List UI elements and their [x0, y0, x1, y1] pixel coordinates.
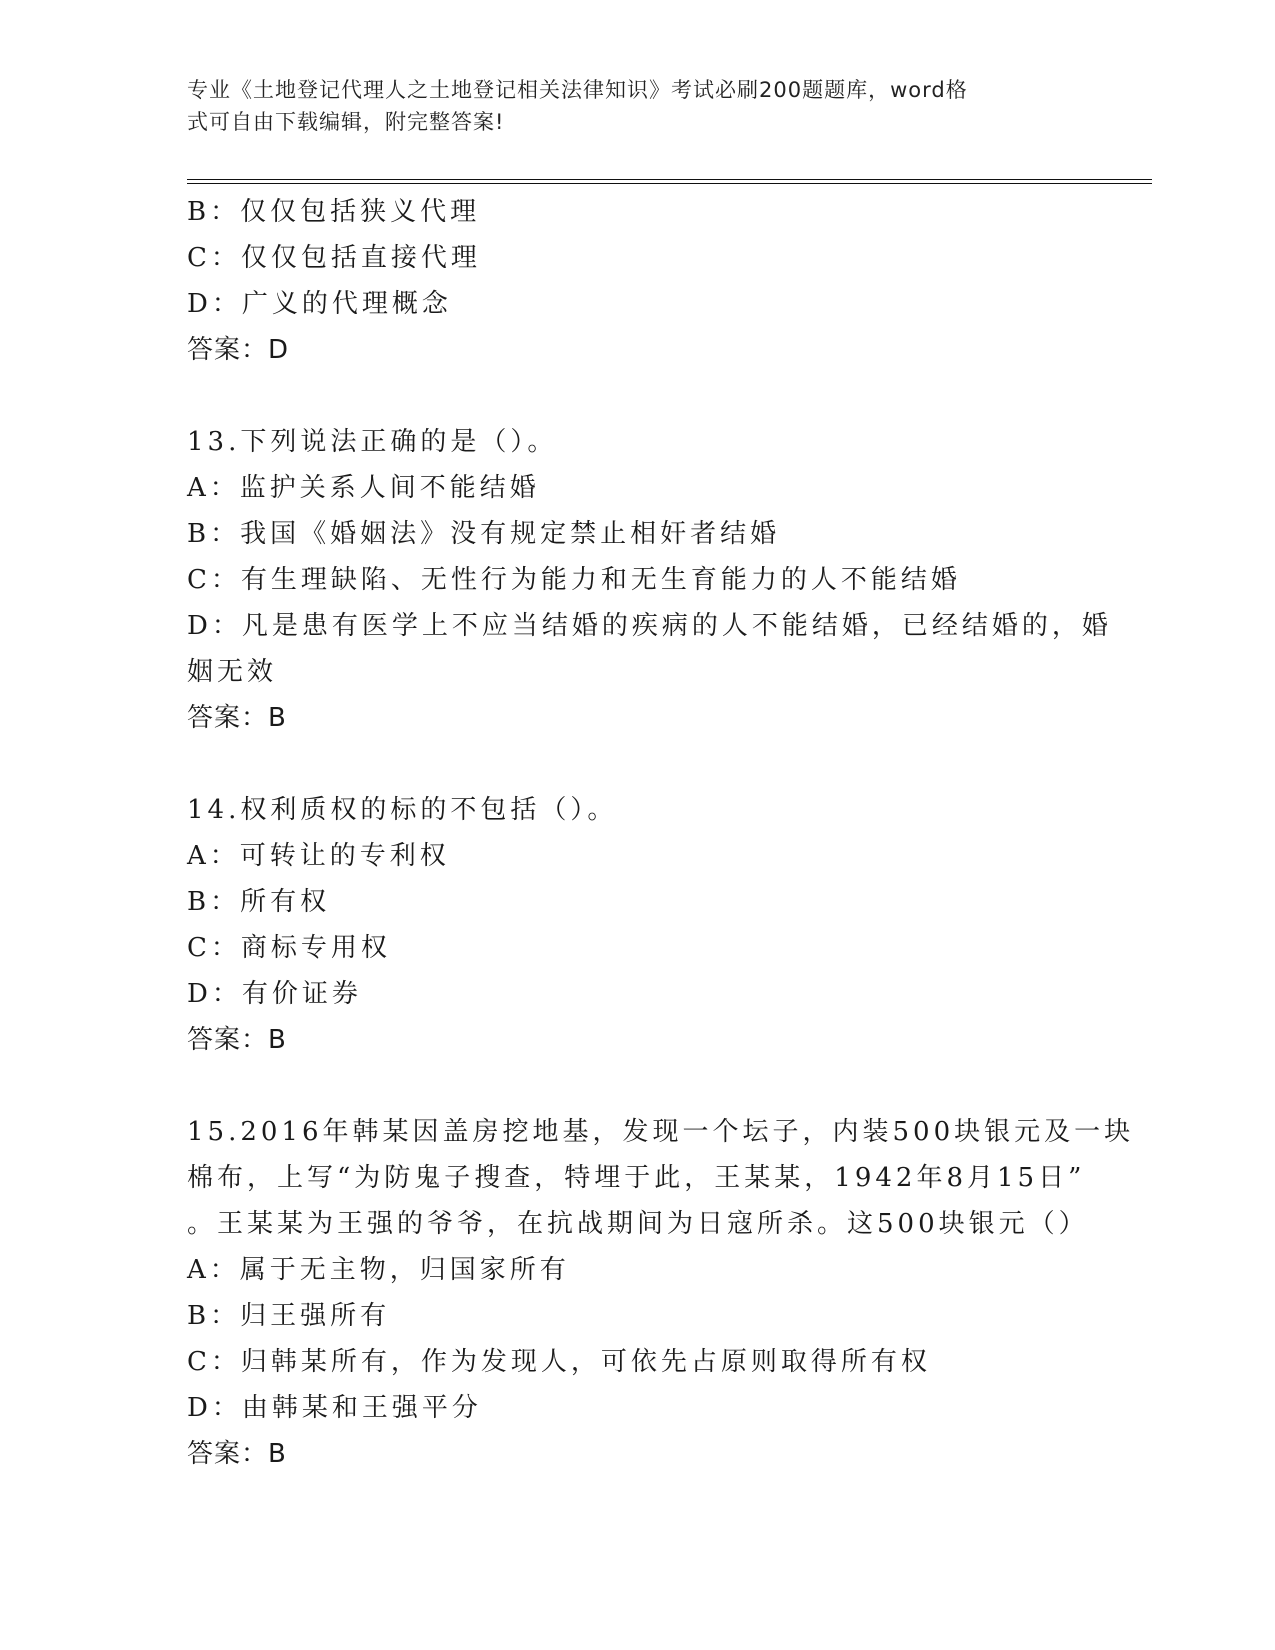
header-line-1: 专业《土地登记代理人之土地登记相关法律知识》考试必刷200题题库，word格: [187, 78, 968, 102]
answer: 答案：B: [187, 1025, 287, 1055]
question-stem: 14.权利质权的标的不包括（）。: [187, 795, 618, 825]
question-15: [187, 1109, 1135, 1477]
option-d-line-2: 姻无效: [187, 657, 278, 687]
header-divider-top: [187, 179, 1152, 180]
spacer: [187, 741, 1087, 787]
spacer: [187, 373, 1087, 419]
question-14: [187, 787, 1087, 1063]
question-list: [187, 189, 1135, 1477]
question-stem-line-2: 棉布，上写“为防鬼子搜查，特埋于此，王某某，1942年8月15日”: [187, 1163, 1086, 1193]
header-divider-bottom: [187, 183, 1152, 184]
question-stem-line-3: 。王某某为王强的爷爷，在抗战期间为日寇所杀。这500块银元（）: [187, 1209, 1089, 1239]
question-stem: 13.下列说法正确的是（）。: [187, 427, 558, 457]
option-a: A：监护关系人间不能结婚: [187, 473, 540, 503]
spacer: [187, 1063, 1087, 1109]
answer: 答案：B: [187, 703, 287, 733]
option-c: C：归韩某所有，作为发现人，可依先占原则取得所有权: [187, 1347, 931, 1377]
option-c: C：商标专用权: [187, 933, 391, 963]
question-stem-line-1: 15.2016年韩某因盖房挖地基，发现一个坛子，内装500块银元及一块: [187, 1117, 1135, 1147]
option-b: B：仅仅包括狭义代理: [187, 197, 481, 227]
option-d: D：广义的代理概念: [187, 289, 452, 319]
option-c: C：有生理缺陷、无性行为能力和无生育能力的人不能结婚: [187, 565, 961, 595]
answer: 答案：B: [187, 1439, 287, 1469]
question-12-tail: [187, 189, 1087, 373]
document-header: [187, 74, 1067, 138]
option-d-line-1: D：凡是患有医学上不应当结婚的疾病的人不能结婚，已经结婚的，婚: [187, 611, 1112, 641]
option-b: B：我国《婚姻法》没有规定禁止相奸者结婚: [187, 519, 781, 549]
option-a: A：可转让的专利权: [187, 841, 450, 871]
answer: 答案：D: [187, 335, 290, 365]
header-line-2: 式可自由下载编辑，附完整答案!: [187, 110, 505, 134]
option-d: D：有价证券: [187, 979, 362, 1009]
question-13: [187, 419, 1112, 741]
option-d: D：由韩某和王强平分: [187, 1393, 482, 1423]
option-c: C：仅仅包括直接代理: [187, 243, 481, 273]
option-b: B：所有权: [187, 887, 331, 917]
option-a: A：属于无主物，归国家所有: [187, 1255, 570, 1285]
option-b: B：归王强所有: [187, 1301, 391, 1331]
